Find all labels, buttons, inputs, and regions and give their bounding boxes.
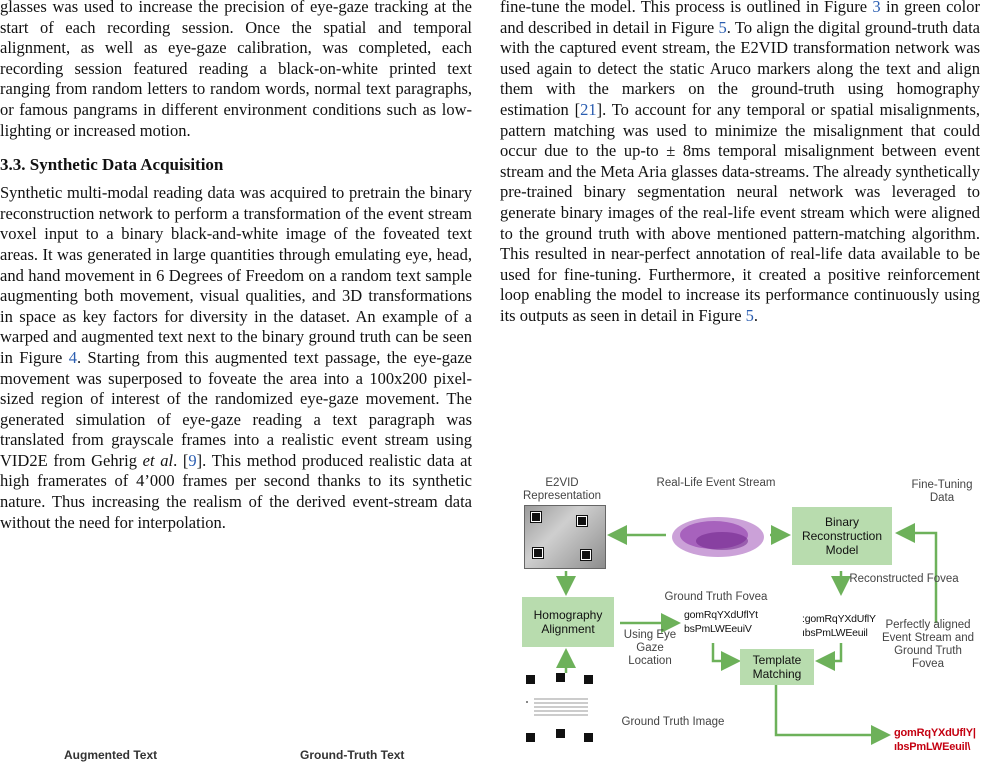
label-e2vid: E2VID Representation <box>523 477 601 502</box>
figure-ref-4[interactable]: 4 <box>68 347 78 367</box>
homography-alignment-box: Homography Alignment <box>522 597 614 647</box>
figure-label-augmented-text: Augmented Text <box>64 748 158 762</box>
template-matching-box: Template Matching <box>740 649 814 685</box>
label-reconstructed-fovea: Reconstructed Fovea <box>849 573 959 585</box>
label-ground-truth-image: Ground Truth Image <box>621 716 725 728</box>
label-fine-tuning-data: Fine-Tuning Data <box>911 479 973 504</box>
aruco-marker <box>533 548 543 558</box>
arrow-recon-to-template <box>820 643 841 661</box>
aruco-marker <box>531 512 541 522</box>
aligned-fovea-line1: gomRqYXdUflY| <box>894 727 976 739</box>
figure-ref-3[interactable]: 3 <box>872 0 881 16</box>
ground-truth-fovea-line1: gomRqYXdUflYt <box>684 609 758 621</box>
label-using-eye-gaze: Using Eye Gaze Location <box>623 629 677 667</box>
label-ground-truth-fovea: Ground Truth Fovea <box>664 591 768 603</box>
event-stream-cloud <box>668 507 768 565</box>
aligned-fovea-line2: ıbsPmLWEeuil\ <box>894 741 971 753</box>
figure-ref-5b[interactable]: 5 <box>745 305 754 325</box>
e2vid-image <box>524 505 606 569</box>
text-fragment: . [ <box>173 450 189 470</box>
text-fragment: . Starting from this augmented text passage, the eye-gaze movement was superposed to foveate the area into a 100x200 pixel-sized region of interest of the randomized eye-gaze movement. The generated simulation of eye-gaze reading a text paragraph was translated from grayscale frames into a realistic event stream using VID2E from Gehrig <box>0 347 473 470</box>
paragraph-fine-tune <box>500 0 980 327</box>
citation-ref-9[interactable]: 9 <box>188 450 197 470</box>
reconstructed-fovea-line1: :gomRqYXdUflY <box>802 613 876 625</box>
text-fragment: in green color and described in detail in Figure <box>500 0 980 37</box>
left-column <box>0 0 472 533</box>
paragraph-synthetic-data <box>0 183 472 533</box>
right-column <box>500 0 980 327</box>
label-real-life-event-stream: Real-Life Event Stream <box>656 477 776 489</box>
ground-truth-image <box>522 671 602 749</box>
citation-ref-21[interactable]: 21 <box>580 99 597 119</box>
section-heading-synthetic-data: 3.3. Synthetic Data Acquisition <box>0 155 224 175</box>
arrow-fovea-to-template <box>713 643 736 661</box>
aruco-marker <box>581 550 591 560</box>
pipeline-diagram <box>508 473 986 763</box>
aruco-marker <box>577 516 587 526</box>
text-fragment: Synthetic multi-modal reading data was acquired to pretrain the binary reconstruction network to perform a transformation of the event stream voxel input to a binary black-and-white image of the foveated text areas. It was generated in large quantities through emulating eye, head, and hand movement in 6 Degrees of Freedom on a random text sample augmenting both movement, visual qualities, and 3D transformations in space as key factors for diversity in the dataset. An example of a warped and augmented text next to the binary ground truth can be seen in Figure <box>0 183 472 367</box>
paragraph-recording-session: glasses was used to increase the precision of eye-gaze tracking at the start of each recording session. Once the spatial and temporal alignment, as well as eye-gaze calibration, was completed, each recording session featured reading a black-on-white printed text ranging from random letters to random words, normal text paragraphs, or famous pangrams in different environment conditions such as low-lighting or increased motion. <box>0 0 472 140</box>
text-fragment: . <box>753 305 759 325</box>
figure-ref-5[interactable]: 5 <box>718 17 727 37</box>
text-fragment: . To align the digital ground-truth data with the captured event stream, the E2VID transformation network was used again to detect the static Aruco markers along the text and align them with the markers on the ground-truth using homography estimation [ <box>500 17 980 119</box>
text-fragment: fine-tune the model. This process is outlined in Figure <box>500 0 873 16</box>
reconstructed-fovea-line2: ıbsPmLWEeuil <box>802 627 868 639</box>
text-fragment: ]. To account for any temporal or spatial misalignments, pattern matching was used to minimize the misalignment that could occur due to the up-to ± 8ms temporal misalignment between event stream and the Meta Aria glasses data-streams. The already synthetically pre-trained binary segmentation neural network was leveraged to generate binary images of the real-life event stream which were aligned to the ground truth with above mentioned pattern-matching algorithm. This resulted in near-perfect annotation of real-life data available to be used for fine-tuning. Furthermore, it created a positive reinforcement loop enabling the model to increase its performance continuously using its outputs as seen in detail in Figure <box>500 99 980 325</box>
arrow-template-to-aligned <box>776 683 886 735</box>
ground-truth-fovea-line2: bsPmLWEeuiV <box>684 623 752 635</box>
figure-label-ground-truth-text: Ground-Truth Text <box>300 748 405 762</box>
et-al-text: et al <box>142 450 174 470</box>
binary-reconstruction-model-box: Binary Reconstruction Model <box>792 507 892 565</box>
text-fragment: ]. This method produced realistic data at high framerates of 4’000 frames per second thanks to its synthetic nature. Thus increasing the realism of the derived event-stream data without the need for interpolation. <box>0 450 473 532</box>
label-perfectly-aligned: Perfectly aligned Event Stream and Ground Truth Fovea <box>881 619 975 670</box>
